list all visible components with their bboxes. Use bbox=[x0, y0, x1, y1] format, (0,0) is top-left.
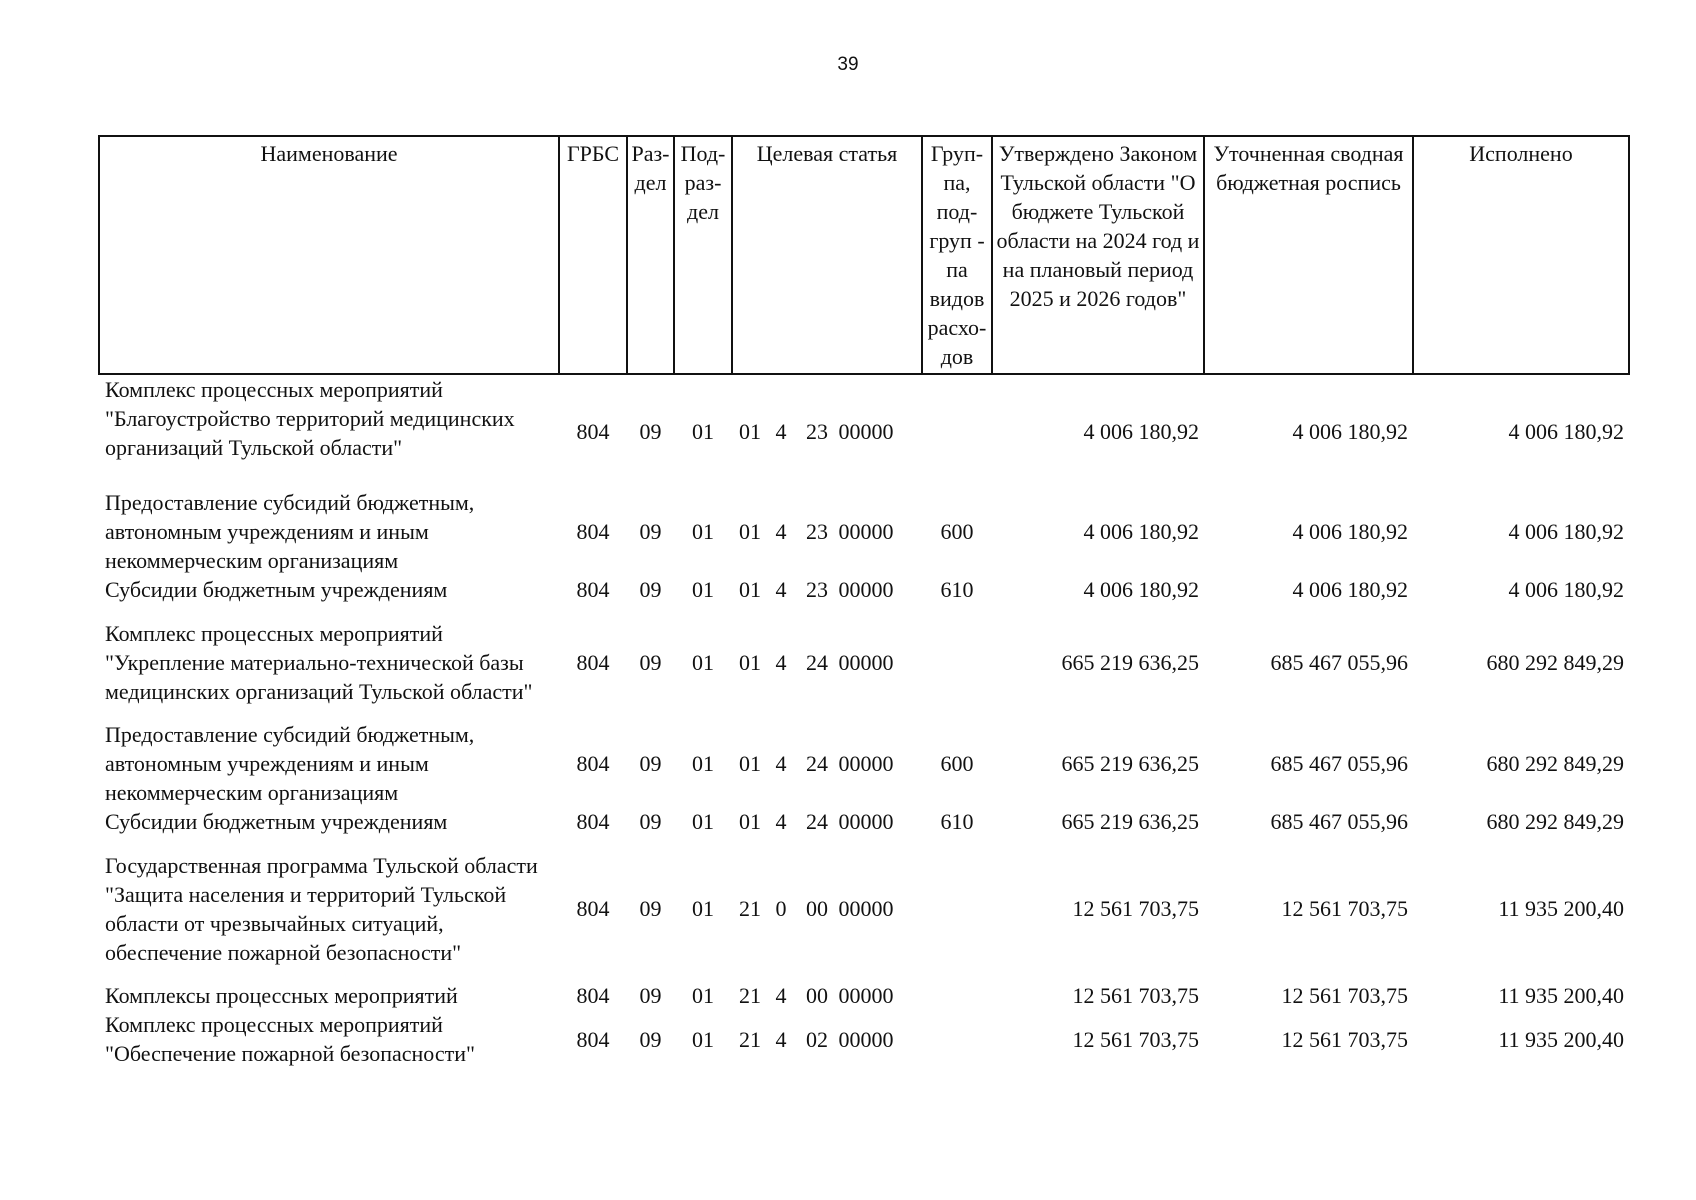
target-code-part: 21 bbox=[739, 896, 761, 921]
row-target-article bbox=[732, 836, 922, 981]
row-refined-amount: 4 006 180,92 bbox=[1292, 419, 1408, 444]
row-refined-amount: 685 467 055,96 bbox=[1270, 809, 1408, 834]
row-expense-type bbox=[922, 604, 992, 720]
row-podrazdel: 01 bbox=[692, 649, 714, 675]
row-executed-amount: 4 006 180,92 bbox=[1508, 577, 1624, 602]
table-row bbox=[99, 807, 1629, 836]
row-razdel: 09 bbox=[639, 577, 662, 602]
table-row bbox=[99, 1010, 1629, 1068]
row-executed-amount: 4 006 180,92 bbox=[1508, 419, 1624, 444]
row-razdel: 09 bbox=[639, 419, 662, 444]
row-expense-type: 610 bbox=[940, 577, 974, 602]
row-podrazdel: 01 bbox=[692, 896, 714, 921]
row-refined-amount: 12 561 703,75 bbox=[1281, 983, 1408, 1008]
row-grbs: 804 bbox=[576, 896, 610, 921]
row-grbs: 804 bbox=[576, 649, 610, 675]
row-razdel: 09 bbox=[639, 1026, 662, 1052]
row-razdel: 09 bbox=[639, 896, 662, 921]
row-expense-type bbox=[922, 1010, 992, 1068]
page-number: 39 bbox=[837, 54, 859, 75]
row-name: Субсидии бюджетным учреждениям bbox=[105, 577, 448, 602]
row-executed-amount: 4 006 180,92 bbox=[1508, 519, 1624, 544]
row-approved-amount: 12 561 703,75 bbox=[1072, 1026, 1199, 1052]
row-grbs: 804 bbox=[576, 577, 610, 602]
row-executed-amount: 11 935 200,40 bbox=[1498, 983, 1624, 1008]
row-razdel: 09 bbox=[639, 809, 662, 834]
target-code-part: 21 bbox=[739, 983, 761, 1008]
target-code-part: 00000 bbox=[838, 419, 894, 444]
row-razdel: 09 bbox=[639, 649, 662, 675]
header-grbs: ГРБС bbox=[559, 136, 627, 374]
row-name: Предоставление субсидий бюджетным, автономным учреждениям и иным некоммерческим организациям bbox=[105, 722, 475, 805]
row-name: Комплекс процессных мероприятий "Обеспечение пожарной безопасности" bbox=[105, 1012, 475, 1066]
header-razdel: Раз-дел bbox=[627, 136, 674, 374]
row-name: Комплекс процессных мероприятий "Благоустройство территорий медицинских организаций Тульской области" bbox=[105, 377, 515, 460]
row-refined-amount: 12 561 703,75 bbox=[1281, 896, 1408, 921]
row-razdel: 09 bbox=[639, 983, 662, 1008]
row-refined-amount: 685 467 055,96 bbox=[1270, 649, 1408, 675]
table-row bbox=[99, 720, 1629, 807]
target-code-part: 24 bbox=[806, 751, 828, 776]
row-approved-amount: 665 219 636,25 bbox=[1061, 751, 1199, 776]
target-code-part: 4 bbox=[775, 419, 787, 444]
row-grbs: 804 bbox=[576, 519, 610, 544]
table-row bbox=[99, 575, 1629, 604]
target-code-part: 24 bbox=[806, 809, 828, 834]
header-name: Наименование bbox=[99, 136, 559, 374]
row-executed-amount: 11 935 200,40 bbox=[1498, 1026, 1624, 1052]
row-podrazdel: 01 bbox=[692, 809, 714, 834]
target-code-part: 4 bbox=[775, 519, 787, 544]
row-expense-type bbox=[922, 981, 992, 1010]
target-code-part: 4 bbox=[775, 577, 787, 602]
table-row bbox=[99, 488, 1629, 575]
target-code-part: 21 bbox=[739, 1026, 761, 1052]
table-row bbox=[99, 981, 1629, 1010]
row-refined-amount: 4 006 180,92 bbox=[1292, 519, 1408, 544]
target-code-part: 4 bbox=[775, 983, 787, 1008]
row-expense-type: 600 bbox=[940, 519, 974, 544]
header-expense-type: Груп-па, под-груп - па видов расхо-дов bbox=[922, 136, 992, 374]
target-code-part: 00000 bbox=[838, 896, 894, 921]
row-executed-amount: 11 935 200,40 bbox=[1498, 896, 1624, 921]
target-code-part: 01 bbox=[739, 419, 761, 444]
table-row bbox=[99, 604, 1629, 720]
target-code-part: 00000 bbox=[838, 751, 894, 776]
row-executed-amount: 680 292 849,29 bbox=[1486, 809, 1624, 834]
row-approved-amount: 4 006 180,92 bbox=[1083, 519, 1199, 544]
row-grbs: 804 bbox=[576, 809, 610, 834]
target-code-part: 4 bbox=[775, 809, 787, 834]
row-name: Комплекс процессных мероприятий "Укрепление материально-технической базы медицинских организаций Тульской области" bbox=[105, 620, 533, 704]
row-grbs: 804 bbox=[576, 751, 610, 776]
row-name: Предоставление субсидий бюджетным, автономным учреждениям и иным некоммерческим организациям bbox=[105, 490, 475, 573]
target-code-part: 01 bbox=[739, 577, 761, 602]
target-code-part: 4 bbox=[775, 649, 787, 675]
row-razdel: 09 bbox=[639, 751, 662, 776]
target-code-part: 01 bbox=[739, 649, 761, 675]
target-code-part: 02 bbox=[806, 1026, 828, 1052]
target-code-part: 00000 bbox=[838, 649, 894, 675]
table-row bbox=[99, 374, 1629, 488]
table-row bbox=[99, 836, 1629, 981]
row-podrazdel: 01 bbox=[692, 983, 714, 1008]
row-refined-amount: 685 467 055,96 bbox=[1270, 751, 1408, 776]
row-approved-amount: 4 006 180,92 bbox=[1083, 419, 1199, 444]
target-code-part: 00 bbox=[806, 983, 828, 1008]
budget-table bbox=[98, 135, 1630, 1068]
header-refined: Уточненная сводная бюджетная роспись bbox=[1204, 136, 1413, 374]
row-approved-amount: 12 561 703,75 bbox=[1072, 983, 1199, 1008]
target-code-part: 01 bbox=[739, 519, 761, 544]
target-code-part: 23 bbox=[806, 419, 828, 444]
row-podrazdel: 01 bbox=[692, 577, 714, 602]
row-executed-amount: 680 292 849,29 bbox=[1486, 649, 1624, 675]
row-target-article bbox=[732, 604, 922, 720]
row-expense-type bbox=[922, 374, 992, 488]
row-refined-amount: 4 006 180,92 bbox=[1292, 577, 1408, 602]
row-target-article bbox=[732, 1010, 922, 1068]
target-code-part: 00000 bbox=[838, 519, 894, 544]
row-target-article bbox=[732, 981, 922, 1010]
row-refined-amount: 12 561 703,75 bbox=[1281, 1026, 1408, 1052]
target-code-part: 23 bbox=[806, 577, 828, 602]
target-code-part: 00000 bbox=[838, 1026, 894, 1052]
target-code-part: 0 bbox=[775, 896, 787, 921]
row-approved-amount: 665 219 636,25 bbox=[1061, 649, 1199, 675]
target-code-part: 4 bbox=[775, 751, 787, 776]
row-grbs: 804 bbox=[576, 419, 610, 444]
row-name: Комплексы процессных мероприятий bbox=[105, 983, 458, 1008]
row-grbs: 804 bbox=[576, 1026, 610, 1052]
row-name: Субсидии бюджетным учреждениям bbox=[105, 809, 448, 834]
row-podrazdel: 01 bbox=[692, 419, 714, 444]
target-code-part: 00 bbox=[806, 896, 828, 921]
row-expense-type: 610 bbox=[940, 809, 974, 834]
row-approved-amount: 665 219 636,25 bbox=[1061, 809, 1199, 834]
target-code-part: 01 bbox=[739, 809, 761, 834]
row-razdel: 09 bbox=[639, 519, 662, 544]
target-code-part: 23 bbox=[806, 519, 828, 544]
header-row bbox=[99, 136, 1629, 374]
row-grbs: 804 bbox=[576, 983, 610, 1008]
row-target-article bbox=[732, 720, 922, 807]
row-target-article bbox=[732, 807, 922, 836]
row-podrazdel: 01 bbox=[692, 1026, 714, 1052]
header-approved: Утверждено Законом Тульской области "О бюджете Тульской области на 2024 год и на плановый период 2025 и 2026 годов" bbox=[992, 136, 1204, 374]
target-code-part: 01 bbox=[739, 751, 761, 776]
target-code-part: 00000 bbox=[838, 809, 894, 834]
row-target-article bbox=[732, 374, 922, 488]
row-name: Государственная программа Тульской области "Защита населения и территорий Тульской области от чрезвычайных ситуаций, обеспечение пожарной безопасности" bbox=[105, 852, 538, 965]
header-podrazdel: Под-раз-дел bbox=[674, 136, 732, 374]
row-approved-amount: 12 561 703,75 bbox=[1072, 896, 1199, 921]
header-executed: Исполнено bbox=[1413, 136, 1629, 374]
row-target-article bbox=[732, 575, 922, 604]
row-target-article bbox=[732, 488, 922, 575]
row-expense-type: 600 bbox=[940, 751, 974, 776]
target-code-part: 4 bbox=[775, 1026, 787, 1052]
target-code-part: 00000 bbox=[838, 983, 894, 1008]
row-approved-amount: 4 006 180,92 bbox=[1083, 577, 1199, 602]
target-code-part: 00000 bbox=[838, 577, 894, 602]
row-podrazdel: 01 bbox=[692, 751, 714, 776]
row-expense-type bbox=[922, 836, 992, 981]
target-code-part: 24 bbox=[806, 649, 828, 675]
row-executed-amount: 680 292 849,29 bbox=[1486, 751, 1624, 776]
header-target-article: Целевая статья bbox=[732, 136, 922, 374]
row-podrazdel: 01 bbox=[692, 519, 714, 544]
